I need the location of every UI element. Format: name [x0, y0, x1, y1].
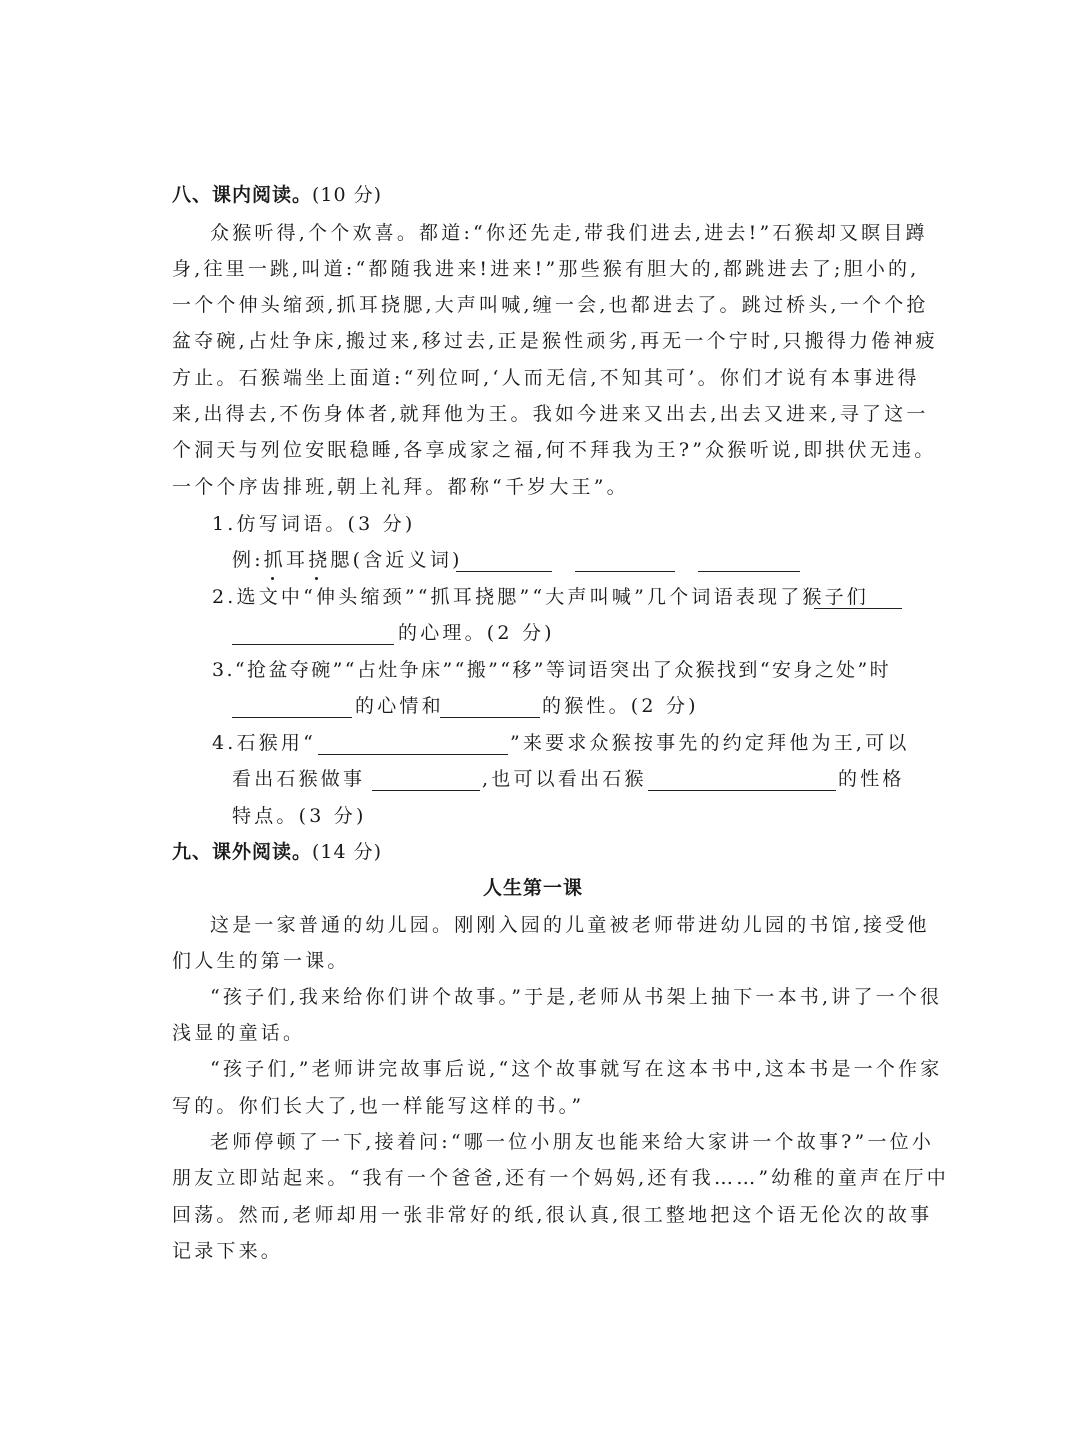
question-1-example-row [232, 548, 463, 572]
passage-line: 盆夺碗,占灶争床,搬过来,移过去,正是猴性顽劣,再无一个宁时,只搬得力倦神疲 [172, 330, 938, 352]
story-line: 浅显的童话。 [172, 1022, 306, 1044]
answer-blank-1b[interactable] [575, 551, 675, 572]
passage-line: 众猴听得,个个欢喜。都道:“你还先走,带我们进去,进去!”石猴却又瞑目蹲 [210, 222, 928, 244]
answer-blank-4b[interactable] [372, 770, 480, 791]
section-8-score: (10 分) [312, 184, 383, 206]
question-3-mid: 的心情和 [355, 695, 444, 717]
passage-line: 身,往里一跳,叫道:“都随我进来!进来!”那些猴有胆大的,都跳进去了;胆小的, [172, 258, 920, 280]
story-title: 人生第一课 [483, 877, 584, 899]
question-4-line2a: 看出石猴做事 [232, 768, 366, 790]
story-line: 写的。你们长大了,也一样能写这样的书。” [172, 1095, 585, 1117]
passage-line: 个洞天与列位安眠稳睡,各享成家之福,何不拜我为王?”众猴听说,即拱伏无违。 [172, 439, 937, 461]
section-9-heading [172, 840, 382, 864]
question-4-line3: 特点。(3 分) [232, 805, 367, 827]
passage-line: 一个个伸头缩颈,抓耳挠腮,大声叫喊,缠一会,也都进去了。跳过桥头,一个个抢 [172, 294, 929, 316]
section-8-heading [172, 183, 382, 207]
story-line: 回荡。然而,老师却用一张非常好的纸,很认真,很工整地把这个语无伦次的故事 [172, 1204, 933, 1226]
question-2-line-2: 的心理。(2 分) [398, 622, 555, 644]
story-line: 记录下来。 [172, 1240, 284, 1262]
answer-blank-1a[interactable] [456, 551, 552, 572]
section-8-title: 八、课内阅读。 [172, 184, 313, 206]
question-4-after: ”来要求众猴按事先的约定拜他为王,可以 [510, 732, 910, 754]
question-1-example: 例:抓耳挠腮(含近义词) [232, 549, 463, 571]
story-line: “孩子们,我来给你们讲个故事。”于是,老师从书架上抽下一本书,讲了一个很 [210, 986, 943, 1008]
passage-line: 方止。石猴端坐上面道:“列位呵,‘人而无信,不知其可’。你们才说有本事进得 [172, 367, 920, 389]
question-3-end: 的猴性。(2 分) [542, 695, 699, 717]
story-line: 这是一家普通的幼儿园。刚刚入园的儿童被老师带进幼儿园的书馆,接受他 [210, 914, 930, 936]
question-4-line2c: 的性格 [838, 768, 905, 790]
question-4-start: 4.石猴用“ [212, 732, 317, 754]
question-4-line2b: ,也可以看出石猴 [482, 768, 647, 790]
answer-blank-3a[interactable] [232, 697, 352, 718]
answer-blank-2a[interactable] [814, 588, 902, 609]
section-9-score: (14 分) [312, 841, 383, 863]
story-line: 们人生的第一课。 [172, 950, 350, 972]
passage-line: 来,出得去,不伤身体者,就拜他为王。我如今进来又出去,出去又进来,寻了这一 [172, 403, 929, 425]
question-3: 3.“抢盆夺碗”“占灶争床”“搬”“移”等词语突出了众猴找到“安身之处”时 [212, 659, 892, 681]
passage-line: 一个个序齿排班,朝上礼拜。都称“千岁大王”。 [172, 476, 629, 498]
story-line: 老师停顿了一下,接着问:“哪一位小朋友也能来给大家讲一个故事?”一位小 [210, 1131, 935, 1153]
answer-blank-1c[interactable] [698, 551, 800, 572]
question-1: 1.仿写词语。(3 分) [212, 513, 416, 535]
answer-blank-4a[interactable] [318, 734, 508, 755]
emphasis-dot [271, 577, 274, 580]
answer-blank-3b[interactable] [440, 697, 540, 718]
section-9-title: 九、课外阅读。 [172, 841, 313, 863]
emphasis-dot [315, 577, 318, 580]
question-2: 2.选文中“伸头缩颈”“抓耳挠腮”“大声叫喊”几个词语表现了猴子们 [212, 586, 870, 608]
story-line: 朋友立即站起来。“我有一个爸爸,还有一个妈妈,还有我……”幼稚的童声在厅中 [172, 1167, 949, 1189]
answer-blank-2b[interactable] [232, 624, 394, 645]
answer-blank-4c[interactable] [648, 770, 836, 791]
story-line: “孩子们,”老师讲完故事后说,“这个故事就写在这本书中,这本书是一个作家 [210, 1058, 943, 1080]
